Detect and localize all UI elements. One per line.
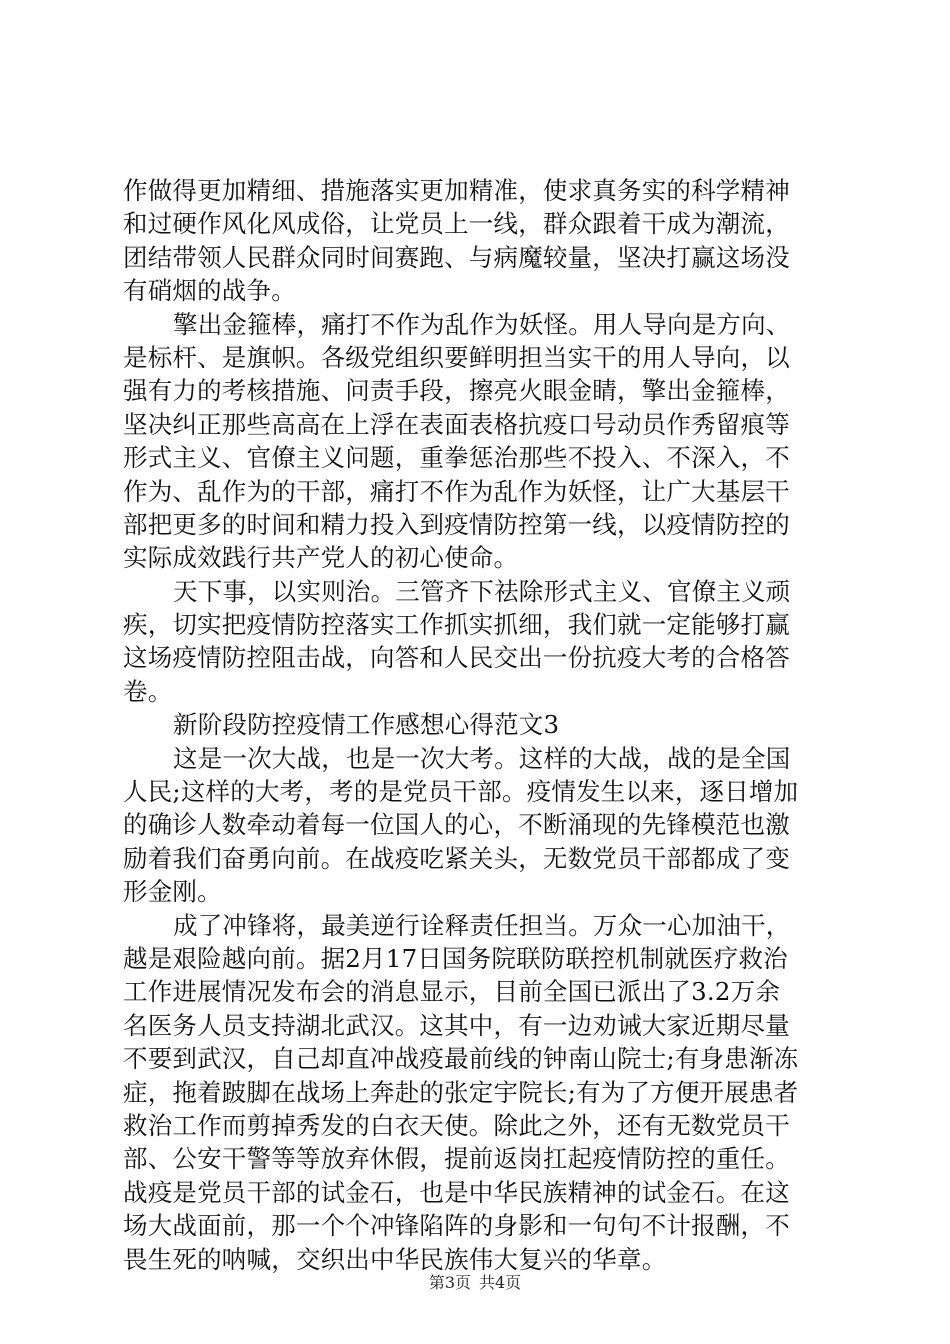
page-footer [0, 1273, 950, 1293]
text-line: 坚决纠正那些高高在上浮在表面表格抗疫口号动员作秀留痕等 [123, 409, 790, 439]
text-line: 作为、乱作为的干部，痛打不作为乱作为妖怪，让广大基层干 [123, 476, 790, 506]
text-line: 形式主义、官僚主义问题，重拳惩治那些不投入、不深入，不 [123, 443, 790, 473]
paragraph-start-line: 天下事，以实则治。三管齐下祛除形式主义、官僚主义顽 [173, 576, 791, 606]
text-line: 症，拖着跛脚在战场上奔赴的张定宇院长;有为了方便开展患者 [123, 1077, 799, 1107]
text-line: 救治工作而剪掉秀发的白衣天使。除此之外，还有无数党员干 [123, 1110, 790, 1140]
text-line: 作做得更加精细、措施落实更加精准，使求真务实的科学精神 [123, 176, 790, 205]
text-line: 场大战面前，那一个个冲锋陷阵的身影和一句句不计报酬，不 [123, 1211, 790, 1241]
text-line: 和过硬作风化风成俗，让党员上一线，群众跟着干成为潮流， [123, 209, 790, 239]
text-line: 实际成效践行共产党人的初心使命。 [123, 543, 519, 573]
text-line: 工作进展情况发布会的消息显示，目前全国已派出了3.2万余 [123, 977, 781, 1007]
paragraph-start-line: 这是一次大战，也是一次大考。这样的大战，战的是全国 [173, 743, 791, 773]
text-line: 有硝烟的战争。 [123, 276, 296, 306]
section-heading: 新阶段防控疫情工作感想心得范文3 [173, 710, 560, 740]
text-line: 越是艰险越向前。据2月17日国务院联防联控机制就医疗救治 [123, 943, 788, 973]
paragraph-start-line: 成了冲锋将，最美逆行诠释责任担当。万众一心加油干， [173, 910, 791, 940]
text-line: 部把更多的时间和精力投入到疫情防控第一线，以疫情防控的 [123, 509, 790, 539]
text-line: 强有力的考核措施、问责手段，擦亮火眼金睛，擎出金箍棒， [123, 376, 790, 406]
text-line: 这场疫情防控阻击战，向答和人民交出一份抗疫大考的合格答 [123, 643, 790, 673]
text-line: 人民;这样的大考，考的是党员干部。疫情发生以来，逐日增加 [123, 777, 799, 807]
paragraph-start-line: 擎出金箍棒，痛打不作为乱作为妖怪。用人导向是方向、 [173, 309, 791, 339]
text-line: 畏生死的呐喊，交织出中华民族伟大复兴的华章。 [123, 1244, 667, 1274]
text-line: 战疫是党员干部的试金石，也是中华民族精神的试金石。在这 [123, 1177, 790, 1207]
text-line: 疾，切实把疫情防控落实工作抓实抓细，我们就一定能够打赢 [123, 610, 790, 640]
text-line: 卷。 [123, 676, 173, 706]
text-line: 团结带领人民群众同时间赛跑、与病魔较量，坚决打赢这场没 [123, 242, 790, 272]
text-line: 励着我们奋勇向前。在战疫吃紧关头，无数党员干部都成了变 [123, 843, 790, 873]
text-line: 的确诊人数牵动着每一位国人的心，不断涌现的先锋模范也激 [123, 810, 790, 840]
text-line: 部、公安干警等等放弃休假，提前返岗扛起疫情防控的重任。 [123, 1144, 790, 1174]
text-line: 不要到武汉，自己却直冲战疫最前线的钟南山院士;有身患渐冻 [123, 1044, 799, 1074]
text-line: 名医务人员支持湖北武汉。这其中，有一边劝诫大家近期尽量 [123, 1010, 790, 1040]
text-line: 是标杆、是旗帜。各级党组织要鲜明担当实干的用人导向，以 [123, 342, 790, 372]
document-body [123, 174, 835, 1276]
text-line: 形金刚。 [123, 877, 222, 907]
page-number: 第3页 [428, 1273, 471, 1292]
total-pages: 共4页 [479, 1273, 522, 1292]
